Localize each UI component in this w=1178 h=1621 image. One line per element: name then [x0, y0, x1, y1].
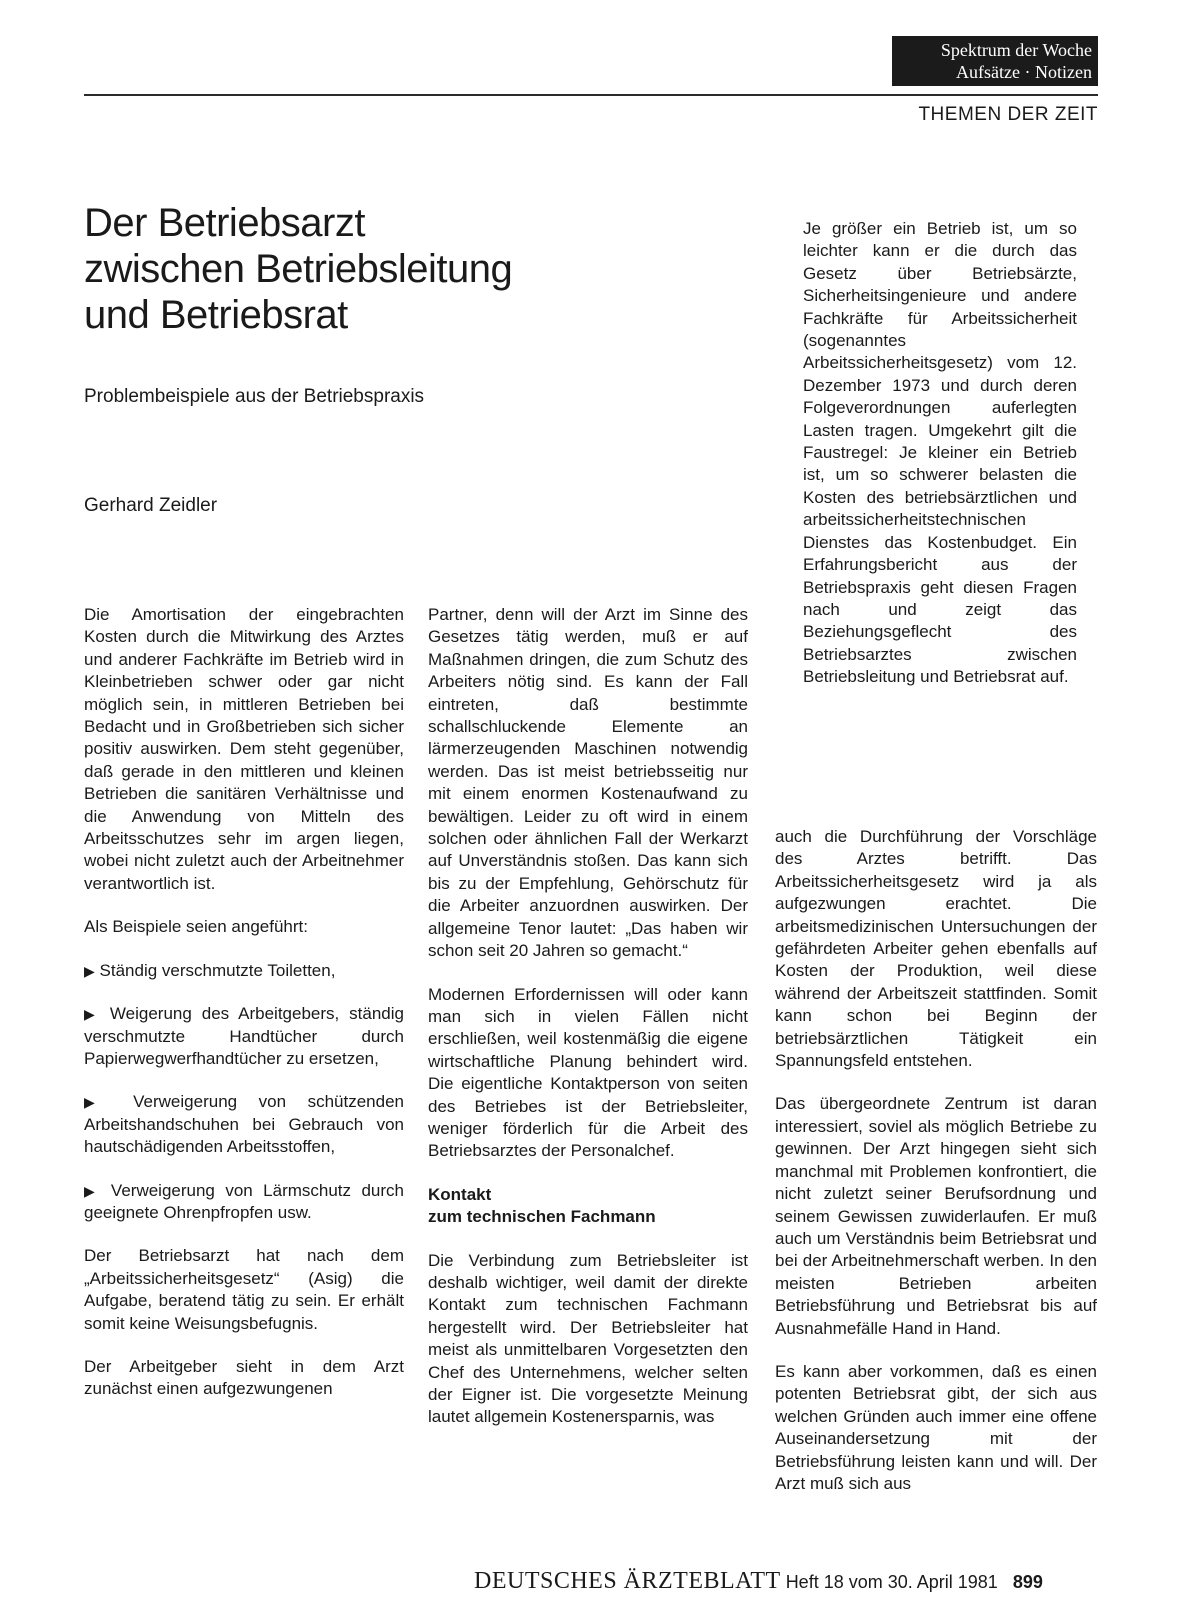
section-label: THEMEN DER ZEIT: [918, 104, 1098, 125]
title-line-3: und Betriebsrat: [84, 293, 348, 337]
paragraph: Die Amortisation der eingebrachten Kosten durch die Mitwirkung des Arztes und anderer Fachkräfte im Betrieb wird in Kleinbetrieben schwer oder gar nicht möglich sein, in mittleren Betrieben bei Bedacht und in Großbetrieben sich sicher positiv auswirken. Dem steht gegenüber, daß gerade in den mittleren und kleinen Betrieben die sanitären Verhältnisse und die Anwendung von Mitteln des Arbeitsschutzes sehr im argen liegen, wobei nicht zuletzt auch der Arbeitnehmer verantwortlich ist.: [84, 605, 404, 893]
paragraph: Partner, denn will der Arzt im Sinne des Gesetzes tätig werden, muß er auf Maßnahmen dringen, die zum Schutz des Arbeiters nötig sind. Es kann der Fall eintreten, daß bestimmte schallschluckende Elemente an lärmerzeugenden Maschinen notwendig werden. Das ist meist betriebsseitig nur mit einem enormen Kostenaufwand zu bewältigen. Leider zu oft wird in einem solchen oder ähnlichen Fall der Werkarzt auf Unverständnis stoßen. Das kann sich bis zu der Empfehlung, Gehörschutz für die Arbeiter anzuordnen auswirken. Der allgemeine Tenor lautet: „Das haben wir schon seit 20 Jahren so gemacht.“: [428, 605, 748, 961]
badge-line-1: Spektrum der Woche: [940, 40, 1092, 60]
title-line-2: zwischen Betriebsleitung: [84, 247, 513, 291]
paragraph: auch die Durchführung der Vorschläge des Arztes betrifft. Das Arbeitssicherheitsgesetz wird ja als aufgezwungen erachtet. Die arbeitsmedizinischen Untersuchungen der gefährdeten Arbeiter gehen ebenfalls auf Kosten der Produktion, weil diese während der Arbeitszeit stattfinden. Somit kann schon bei Beginn der betriebsärztlichen Tätigkeit ein Spannungsfeld entstehen.: [775, 827, 1097, 1071]
badge-line-2: Aufsätze · Notizen: [956, 62, 1092, 82]
triangle-bullet-icon: ▶: [84, 1182, 101, 1199]
bullet-item: [84, 1091, 404, 1158]
bullet-text: Ständig verschmutzte Toiletten,: [99, 960, 336, 980]
bullet-text: Weigerung des Arbeitgebers, ständig verschmutzte Handtücher durch Papierwegwerfhandtücher zu ersetzen,: [84, 1004, 404, 1068]
subheading-line-1: Kontakt: [428, 1184, 492, 1204]
abstract-text: Je größer ein Betrieb ist, um so leichter kann er die durch das Gesetz über Betriebsärzte, Sicherheitsingenieure und andere Fachkräfte für Arbeitssicherheit (sogenanntes Arbeitssicherheitsgesetz) vom 12. Dezember 1973 und durch deren Folgeverordnungen auferlegten Lasten tragen. Umgekehrt gilt die Faustregel: Je kleiner ein Betrieb ist, um so schwerer belasten die Kosten des betriebsärztlichen und arbeitssicherheitstechnischen Dienstes das Kostenbudget. Ein Erfahrungsbericht aus der Betriebspraxis geht diesen Fragen nach und zeigt das Beziehungsgeflecht des Betriebsarztes zwischen Betriebsleitung und Betriebsrat auf.: [803, 219, 1077, 687]
subheading: [428, 1184, 748, 1229]
page-footer: [474, 1568, 1043, 1595]
text-column-2: [428, 604, 748, 1450]
article-title: [84, 200, 604, 338]
text-column-3: [775, 826, 1097, 1516]
journal-name: DEUTSCHES ÄRZTEBLATT: [474, 1568, 781, 1594]
paragraph: Es kann aber vorkommen, daß es einen potenten Betriebsrat gibt, der sich aus welchen Gründen auch immer eine offene Auseinandersetzung mit der Betriebsführung leisten kann und will. Der Arzt muß sich aus: [775, 1361, 1097, 1493]
bullet-text: Verweigerung von schützenden Arbeitshandschuhen bei Gebrauch von hautschädigenden Arbeitsstoffen,: [84, 1092, 404, 1157]
article-author: Gerhard Zeidler: [84, 495, 218, 516]
paragraph: Das übergeordnete Zentrum ist daran interessiert, soviel als möglich Betriebe zu gewinnen. Der Arzt hingegen sieht sich manchmal mit Problemen konfrontiert, die nicht zuletzt seiner Berufsordnung und seinem Gewissen zuwiderlaufen. Er muß auch um Verständnis beim Betriebsrat und bei der Arbeitnehmerschaft werben. In den meisten Betrieben arbeiten Betriebsführung und Betriebsrat bis auf Ausnahmefälle Hand in Hand.: [775, 1094, 1097, 1338]
section-badge: [892, 36, 1098, 86]
subheading-line-2: zum technischen Fachmann: [428, 1207, 656, 1227]
triangle-bullet-icon: ▶: [84, 1006, 100, 1023]
paragraph: Modernen Erfordernissen will oder kann man sich in vielen Fällen nicht erschließen, weil kostenmäßig die eigene wirtschaftliche Planung behindert wird. Die eigentliche Kontaktperson von seiten des Betriebes ist der Betriebsleiter, weniger förderlich für die Arbeit des Betriebsarztes der Personalchef.: [428, 984, 748, 1161]
title-line-1: Der Betriebsarzt: [84, 201, 365, 245]
paragraph: Der Betriebsarzt hat nach dem „Arbeitssicherheitsgesetz“ (Asig) die Aufgabe, beratend tätig zu sein. Er erhält somit keine Weisungsbefugnis.: [84, 1246, 404, 1333]
paragraph: Der Arbeitgeber sieht in dem Arzt zunächst einen aufgezwungenen: [84, 1356, 404, 1399]
header-rule: [84, 94, 1098, 96]
triangle-bullet-icon: ▶: [84, 1094, 112, 1111]
paragraph: Als Beispiele seien angeführt:: [84, 917, 308, 937]
paragraph: Die Verbindung zum Betriebsleiter ist deshalb wichtiger, weil damit der direkte Kontakt zum technischen Fachmann hergestellt wird. Der Betriebsleiter hat meist als unmittelbaren Vorgesetzten den Chef des Unternehmens, welcher selten der Eigner ist. Die vorgesetzte Meinung lautet allgemein Kostenersparnis, was: [428, 1250, 748, 1427]
bullet-text: Verweigerung von Lärmschutz durch geeignete Ohrenpfropfen usw.: [84, 1180, 404, 1222]
article-subtitle: Problembeispiele aus der Betriebspraxis: [84, 386, 425, 407]
text-column-1: [84, 604, 404, 1422]
issue-info: Heft 18 vom 30. April 1981: [785, 1572, 998, 1592]
bullet-item: [84, 960, 404, 982]
abstract-column: [803, 218, 1077, 710]
bullet-item: [84, 1180, 404, 1225]
page-number: 899: [1012, 1572, 1043, 1592]
bullet-item: [84, 1003, 404, 1070]
triangle-bullet-icon: ▶: [84, 962, 95, 979]
